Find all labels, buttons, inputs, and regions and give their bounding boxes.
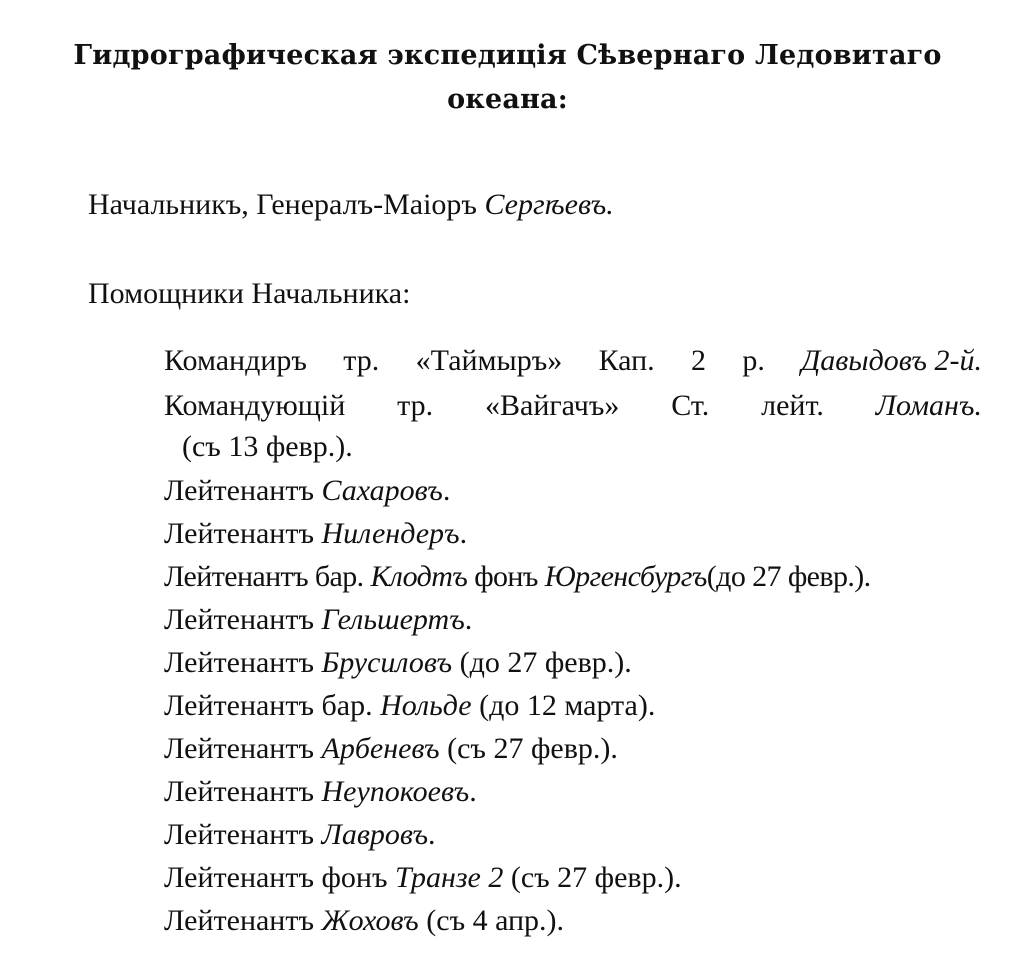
heading-line-2: океана: xyxy=(447,84,568,115)
officer-name: Транзе 2 xyxy=(395,861,504,894)
officer-rank: Лейтенантъ бар. xyxy=(164,689,373,722)
officer-name: Нилендеръ xyxy=(321,517,460,550)
officer-name: Сахаровъ xyxy=(321,474,443,507)
commander-2-word: «Вайгачъ» xyxy=(485,389,620,422)
officer-line xyxy=(164,471,450,511)
officer-line xyxy=(164,514,467,554)
officer-name: Неупокоевъ xyxy=(321,775,470,808)
officer-note: . xyxy=(442,474,451,507)
officer-name: Нольде xyxy=(380,689,472,722)
officer-rank: Лейтенантъ xyxy=(164,775,314,808)
officer-line xyxy=(164,686,655,726)
officer-name: Брусиловъ xyxy=(321,646,453,679)
assistants-heading: Помощники Начальника: xyxy=(88,277,411,310)
officer-rank: Лейтенантъ xyxy=(164,732,314,765)
officer-rank: Лейтенантъ xyxy=(164,818,314,851)
officer-rank: Лейтенантъ xyxy=(164,904,314,937)
commander-1-word: Кап. xyxy=(598,344,655,377)
commander-2-note: (съ 13 февр.). xyxy=(182,430,353,463)
officer-line xyxy=(164,600,472,640)
officer-line xyxy=(164,815,436,855)
officer-name: Лавровъ xyxy=(321,818,429,851)
officer-note: . xyxy=(428,818,436,851)
officer-line xyxy=(164,772,477,812)
chief-label: Начальникъ, Генералъ-Маіоръ xyxy=(88,188,477,221)
officer-line xyxy=(164,643,632,683)
officer-line xyxy=(164,729,618,769)
officer-note: . xyxy=(469,775,477,808)
officer-line xyxy=(164,858,682,898)
commander-1-name: Давыдовъ 2-й. xyxy=(801,344,982,377)
officer-note: (до 27 февр.). xyxy=(706,560,871,593)
commander-2-word: тр. xyxy=(397,389,434,422)
officer-note: . xyxy=(459,517,468,550)
officer-note: . xyxy=(464,603,473,636)
commander-1-word: «Таймыръ» xyxy=(415,344,563,377)
commander-2-word: Ст. xyxy=(671,389,710,422)
officer-note: (до 12 марта). xyxy=(479,689,656,722)
commander-1-word: р. xyxy=(742,344,765,377)
officer-name: Жоховъ xyxy=(321,904,419,937)
officer-name: Гельшертъ xyxy=(321,603,465,636)
officer-mid: фонъ xyxy=(474,560,538,593)
commander-row-1 xyxy=(164,341,982,381)
officer-rank: Лейтенантъ фонъ xyxy=(164,861,388,894)
officer-name-2: Юргенсбургъ xyxy=(544,560,707,593)
commander-2-word: Командующій xyxy=(164,389,346,422)
officer-rank: Лейтенантъ xyxy=(164,517,314,550)
commander-2-word: лейт. xyxy=(761,389,824,422)
commander-1-word: Командиръ xyxy=(164,344,307,377)
officer-rank: Лейтенантъ xyxy=(164,646,314,679)
officer-note: (до 27 февр.). xyxy=(459,646,632,679)
heading-line-1: Гидрографическая экспедиція Сѣвернаго Ледовитаго xyxy=(73,40,942,71)
commander-row-2 xyxy=(164,386,982,426)
officer-name: Арбеневъ xyxy=(321,732,440,765)
commander-1-word: тр. xyxy=(343,344,380,377)
chief-name: Сергѣевъ. xyxy=(484,188,614,221)
officer-note: (съ 27 февр.). xyxy=(447,732,618,765)
commander-1-word: 2 xyxy=(691,344,706,377)
officer-note: (съ 27 февр.). xyxy=(510,861,682,894)
officer-rank: Лейтенантъ xyxy=(164,603,314,636)
officer-line xyxy=(164,901,564,941)
officer-rank: Лейтенантъ бар. xyxy=(164,560,364,593)
officer-note: (съ 4 апр.). xyxy=(426,904,565,937)
officer-line xyxy=(164,557,871,597)
officer-name: Клодтъ xyxy=(370,560,468,593)
commander-2-name: Ломанъ. xyxy=(875,389,982,422)
chief-line xyxy=(88,185,614,225)
officer-rank: Лейтенантъ xyxy=(164,474,314,507)
